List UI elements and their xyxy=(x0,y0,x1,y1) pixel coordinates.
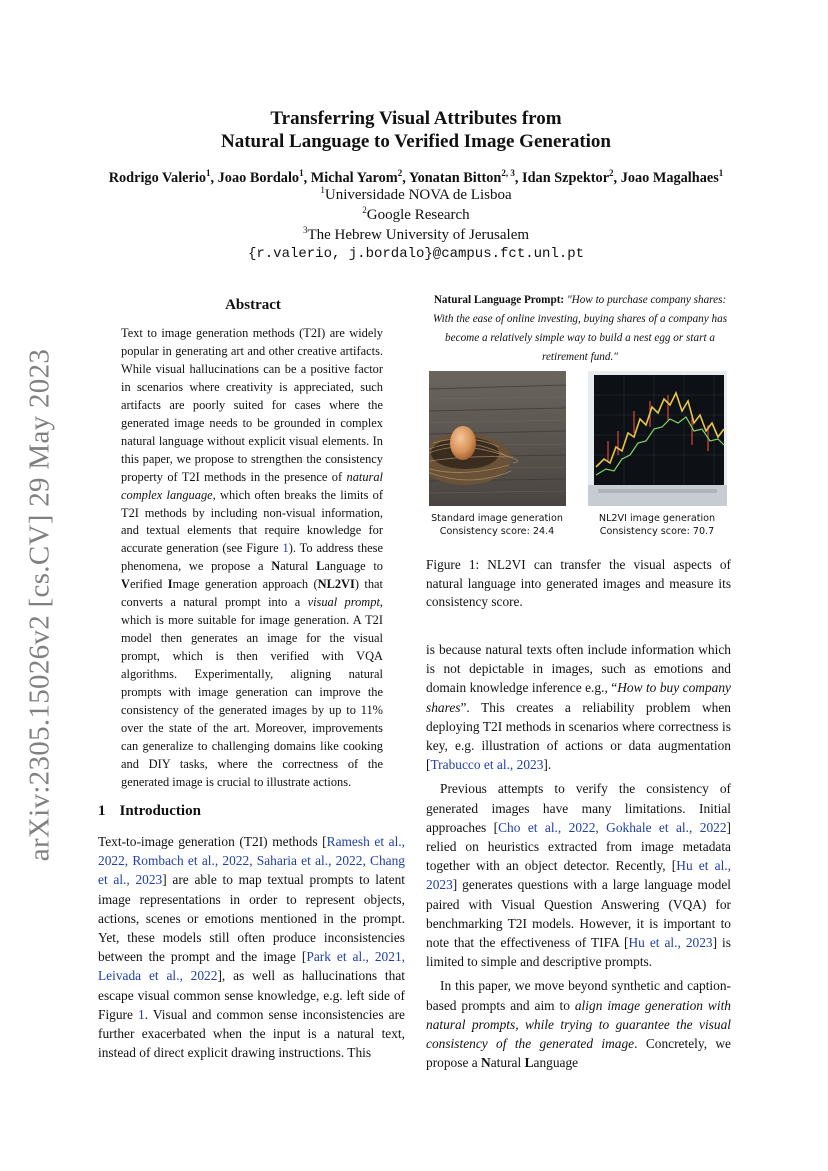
citation-link[interactable]: Trabucco et al., 2023 xyxy=(430,757,544,773)
citation-link[interactable]: Park et al., 2021, Leivada et al., 2022 xyxy=(98,949,405,984)
nl2vi-generation-caption: NL2VI image generation Consistency score: 70.7 xyxy=(598,513,716,537)
section-title: Introduction xyxy=(119,803,201,819)
affiliation: $^3$The Hebrew University of Jerusalem xyxy=(302,225,530,243)
author: Rodrigo Valerio$^1$ xyxy=(108,168,211,186)
intro-right-column xyxy=(426,640,731,1072)
intro-paragraph: Previous attempts to verify the consistency of generated images have many limitations. Initial approaches [Cho et al., 2022, Gokhale et al., 2022] relied on heuristics extracted from image metadata together with an object detector. Recently, [Hu et al., 2023] generates questions with a large language model paired with Visual Question Answering (VQA) for benchmarking T2I models. However, it is important to note that the effectiveness of TIFA [Hu et al., 2023] is limited to simple and descriptive prompts. xyxy=(426,781,731,970)
citation-link[interactable]: Hu et al., 2023 xyxy=(628,935,713,951)
title-line-2: Natural Language to Verified Image Generation xyxy=(220,131,611,152)
intro-paragraph: In this paper, we move beyond synthetic and caption-based prompts and aim to align image generation with natural prompts, while trying to guarantee the visual consistency of the generated image. Concretely, we propose a Natural Language xyxy=(426,978,731,1071)
nl2vi-generation-image xyxy=(588,371,727,506)
intro-paragraph: is because natural texts often include information which is not depictable in images, such as emotions and domain knowledge inference e.g., “How to buy company shares”. This creates a reliability problem when deploying T2I methods in scenarios where correctness is key, e.g. illustration of actions or data augmentation [Trabucco et al., 2023]. xyxy=(426,642,731,773)
figure-reference-link[interactable]: 1 xyxy=(282,541,289,556)
affiliation: $^2$Google Research xyxy=(362,205,470,223)
standard-generation-caption: Standard image generation Consistency score: 24.4 xyxy=(431,513,563,537)
author: Joao Bordalo$^1$ xyxy=(217,168,304,186)
abstract-heading: Abstract xyxy=(225,297,281,313)
author: Idan Szpektor$^2$ xyxy=(522,168,614,186)
standard-generation-image xyxy=(429,371,566,506)
prompt-text: "How to purchase company shares: With the ease of online investing, buying shares of a company has become a relatively simple way to build a nest egg or start a retirement fund." xyxy=(432,294,728,363)
intro-left-column xyxy=(98,832,405,1062)
arxiv-identifier-text: arXiv:2305.15026v2 [cs.CV] 29 May 2023 xyxy=(23,348,56,862)
nest-egg-illustration xyxy=(429,371,566,506)
figure-reference-link[interactable]: 1 xyxy=(138,1006,145,1022)
figure-caption-label: Figure 1: xyxy=(426,557,480,572)
intro-paragraph: Text-to-image generation (T2I) methods [Ramesh et al., 2022, Rombach et al., 2022, Saharia et al., 2022, Chang et al., 2023] are able to map textual prompts to latent image representations in order to represent objects, actions, scenes or emotions mentioned in the prompt. Yet, these models still often produce inconsistencies between the prompt and the image [Park et al., 2021, Leivada et al., 2022], as well as hallucinations that escape visual common sense knowledge, e.g. left side of Figure 1. Visual and common sense inconsistencies are further exacerbated when the input is a natural text, instead of direct explicit drawing instructions. This xyxy=(98,834,406,1061)
author-list: Rodrigo Valerio$^1$, Joao Bordalo$^1$, Michal Yarom$^2$, Yonatan Bitton$^{2, 3}$, Idan Szpektor$^2$, Joao Magalhaes$^1$ xyxy=(108,168,724,186)
figure-prompt xyxy=(428,291,732,367)
section-number: 1 xyxy=(98,803,106,819)
stock-chart-laptop-illustration xyxy=(588,371,727,506)
citation-link[interactable]: Hu et al., 2023 xyxy=(426,858,731,893)
figure-caption: Figure 1: NL2VI can transfer the visual aspects of natural language into generated images and measure its consistency score. xyxy=(426,557,731,609)
title-line-1: Transferring Visual Attributes from xyxy=(270,108,562,129)
author: Michal Yarom$^2$ xyxy=(310,168,403,186)
citation-link[interactable]: Cho et al., 2022, Gokhale et al., 2022 xyxy=(498,819,727,835)
citation-link[interactable]: Ramesh et al., 2022, Rombach et al., 2022, Saharia et al., 2022, Chang et al., 2023 xyxy=(98,834,405,888)
abstract-body: Text to image generation methods (T2I) are widely popular in generating art and other creative artifacts. While visual hallucinations can be a positive factor in scenarios where creativity is appreciated, such artifacts are poorly suited for cases where the generated image needs to be grounded in complex natural language without explicit visual elements. In this paper, we propose to strengthen the consistency property of T2I methods in the presence of natural complex language, which often breaks the limits of T2I methods by including non-visual information, and textual elements that require knowledge for accurate generation (see Figure 1). To address these phenomena, we propose a Natural Language to Verified Image generation approach (NL2VI) that converts a natural prompt into a visual prompt, which is more suitable for image generation. A T2I model then generates an image for the visual prompt, which is then verified with VQA algorithms. Experimentally, aligning natural prompts with image generation can improve the consistency of the generated images by up to 11% over the state of the art. Moreover, improvements can generalize to challenging domains like cooking and DIY tasks, where the correctness of the generated image is crucial to illustrate actions. xyxy=(121,326,384,789)
paper-title xyxy=(100,107,732,153)
arxiv-identifier xyxy=(20,348,60,862)
affiliation: $^1$Universidade NOVA de Lisboa xyxy=(320,185,512,203)
author-email: {r.valerio, j.bordalo}@campus.fct.unl.pt xyxy=(247,246,585,262)
section-heading-introduction xyxy=(98,803,201,820)
author: Yonatan Bitton$^{2, 3}$ xyxy=(408,168,515,186)
prompt-label: Natural Language Prompt: xyxy=(433,294,565,306)
author: Joao Magalhaes$^1$ xyxy=(620,168,724,186)
